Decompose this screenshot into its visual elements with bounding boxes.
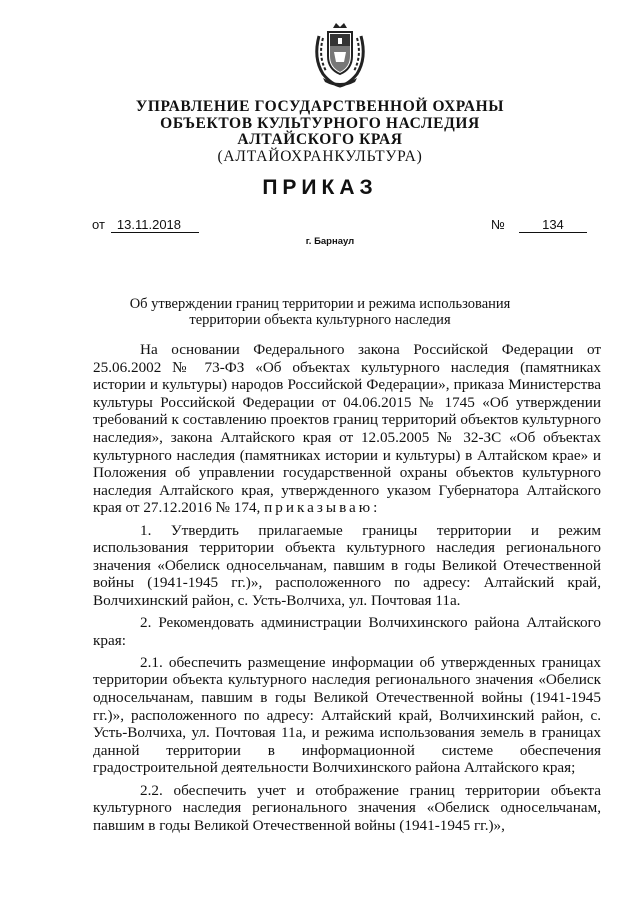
paragraph-preamble xyxy=(93,341,601,517)
organization-name xyxy=(0,99,640,165)
document-body xyxy=(93,341,601,839)
document-type-title: ПРИКАЗ xyxy=(262,176,378,199)
paragraph-1: 1. Утвердить прилагаемые границы территории и режим использования территории объекта культурного наследия регионального значения «Обелиск односельчанам, павшим в годы Великой Отечественной войны (1941-1945 гг.)», расположенного по адресу: Алтайский край, Волчихинский район, с. Усть-Волчиха, ул. Почтовая 11а. xyxy=(93,521,601,609)
order-word: приказываю: xyxy=(264,499,381,517)
coat-of-arms-icon xyxy=(309,22,371,88)
paragraph-2-1: 2.1. обеспечить размещение информации об утвержденных границах территории объекта культурного наследия регионального значения «Обелиск односельчанам, павшим в годы Великой Отечественной войны (1941-1945 гг.)», расположенного по адресу: Алтайский край, Волчихинский район, с. Усть-Волчиха, ул. Почтовая 11а, и режима использования земель в границах данной территории в информационной системе обеспечения градостроительной деятельности Волчихинского района Алтайского края; xyxy=(93,653,601,777)
subject-line-1: Об утверждении границ территории и режима использования xyxy=(129,296,511,312)
org-line-2: ОБЪЕКТОВ КУЛЬТУРНОГО НАСЛЕДИЯ xyxy=(160,114,480,132)
org-abbreviation: (АЛТАЙОХРАНКУЛЬТУРА) xyxy=(217,147,423,165)
number-value: 134 xyxy=(519,217,587,233)
preamble-text: На основании Федерального закона Российской Федерации от 25.06.2002 № 73-ФЗ «Об объектах культурного наследия (памятниках истории и культуры) народов Российской Федерации», приказа Министерства культуры Российской Федерации от 04.06.2015 № 1745 «Об утверждении требований к составлению проектов границ территорий объектов культурного наследия», закона Алтайского края от 12.05.2005 № 32-ЗС «Об объектах культурного наследия (памятниках истории и культуры) в Алтайском крае» и Положения об управлении государственной охраны объектов культурного наследия Алтайского края, утвержденного указом Губернатора Алтайского края от 27.12.2016 № 174, xyxy=(93,341,601,517)
date-label: от xyxy=(92,217,105,232)
document-subject xyxy=(0,296,640,328)
city: г. Барнаул xyxy=(305,236,355,247)
org-line-1: УПРАВЛЕНИЕ ГОСУДАРСТВЕННОЙ ОХРАНЫ xyxy=(135,98,505,115)
org-line-3: АЛТАЙСКОГО КРАЯ xyxy=(237,131,403,148)
paragraph-2-2: 2.2. обеспечить учет и отображение границ территории объекта культурного наследия регионального значения «Обелиск односельчанам, павшим в годы Великой Отечественной войны (1941-1945 гг.)», xyxy=(93,781,601,834)
subject-line-2: территории объекта культурного наследия xyxy=(189,312,451,328)
date-row xyxy=(92,217,199,233)
date-value: 13.11.2018 xyxy=(111,217,199,233)
number-label: № xyxy=(491,217,505,232)
paragraph-2: 2. Рекомендовать администрации Волчихинского района Алтайского края: xyxy=(93,614,601,649)
number-row xyxy=(491,217,587,233)
